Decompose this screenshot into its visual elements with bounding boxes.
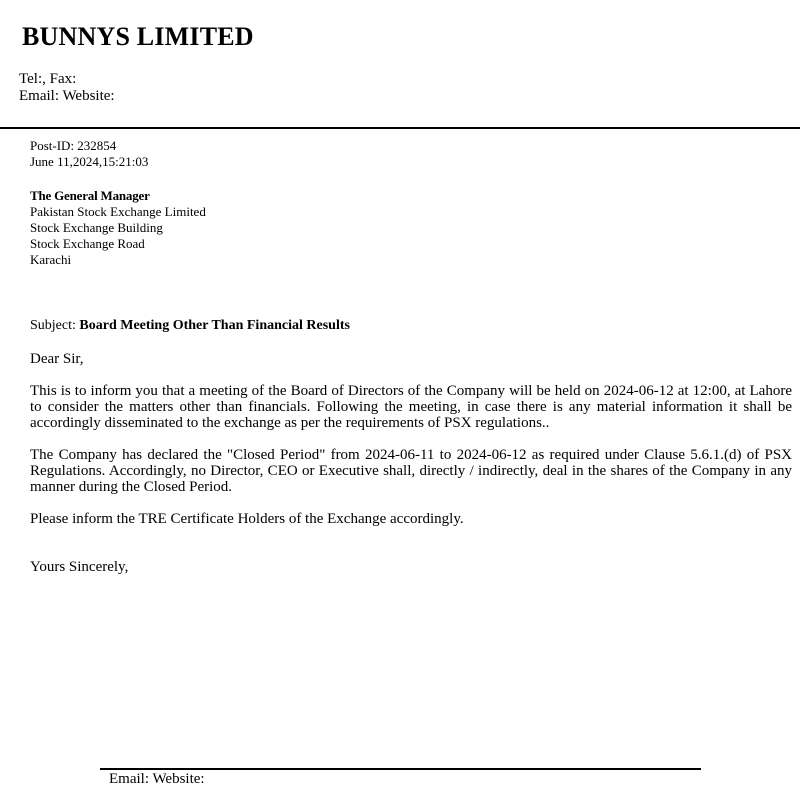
address-line: Karachi xyxy=(30,252,72,267)
subject-line xyxy=(30,318,350,334)
address-line: Stock Exchange Building xyxy=(30,220,163,235)
paragraph-meeting: This is to inform you that a meeting of the Board of Directors of the Company will be held on 2024-06-12 at 12:00, at Lahore to consider the matters other than financials. Following the meeting, in case there is any material information it shall be accordingly disseminated to the exchange as per the requirements of PSX regulations.. xyxy=(30,383,792,431)
address-line: Stock Exchange Road xyxy=(30,236,145,251)
footer-contact: Email: Website: xyxy=(109,771,205,787)
subject-label: Subject: xyxy=(30,318,76,333)
subject-title: Board Meeting Other Than Financial Results xyxy=(79,318,350,333)
header-divider xyxy=(0,127,800,129)
footer-divider xyxy=(100,768,701,770)
address-line: Pakistan Stock Exchange Limited xyxy=(30,204,206,219)
salutation: Dear Sir, xyxy=(30,351,84,367)
phone-fax-line: Tel:, Fax: xyxy=(19,71,77,87)
post-datetime: June 11,2024,15:21:03 xyxy=(30,154,149,169)
post-id: Post-ID: 232854 xyxy=(30,138,117,153)
paragraph-closed-period: The Company has declared the "Closed Period" from 2024-06-11 to 2024-06-12 as required under Clause 5.6.1.(d) of PSX Regulations. Accordingly, no Director, CEO or Executive shall, directly / indirectly, deal in the shares of the Company in any manner during the Closed Period. xyxy=(30,447,792,495)
closing: Yours Sincerely, xyxy=(30,559,129,575)
paragraph-inform: Please inform the TRE Certificate Holders of the Exchange accordingly. xyxy=(30,511,464,527)
company-name: BUNNYS LIMITED xyxy=(22,22,254,51)
recipient-name: The General Manager xyxy=(30,188,150,203)
email-website-line: Email: Website: xyxy=(19,88,115,104)
